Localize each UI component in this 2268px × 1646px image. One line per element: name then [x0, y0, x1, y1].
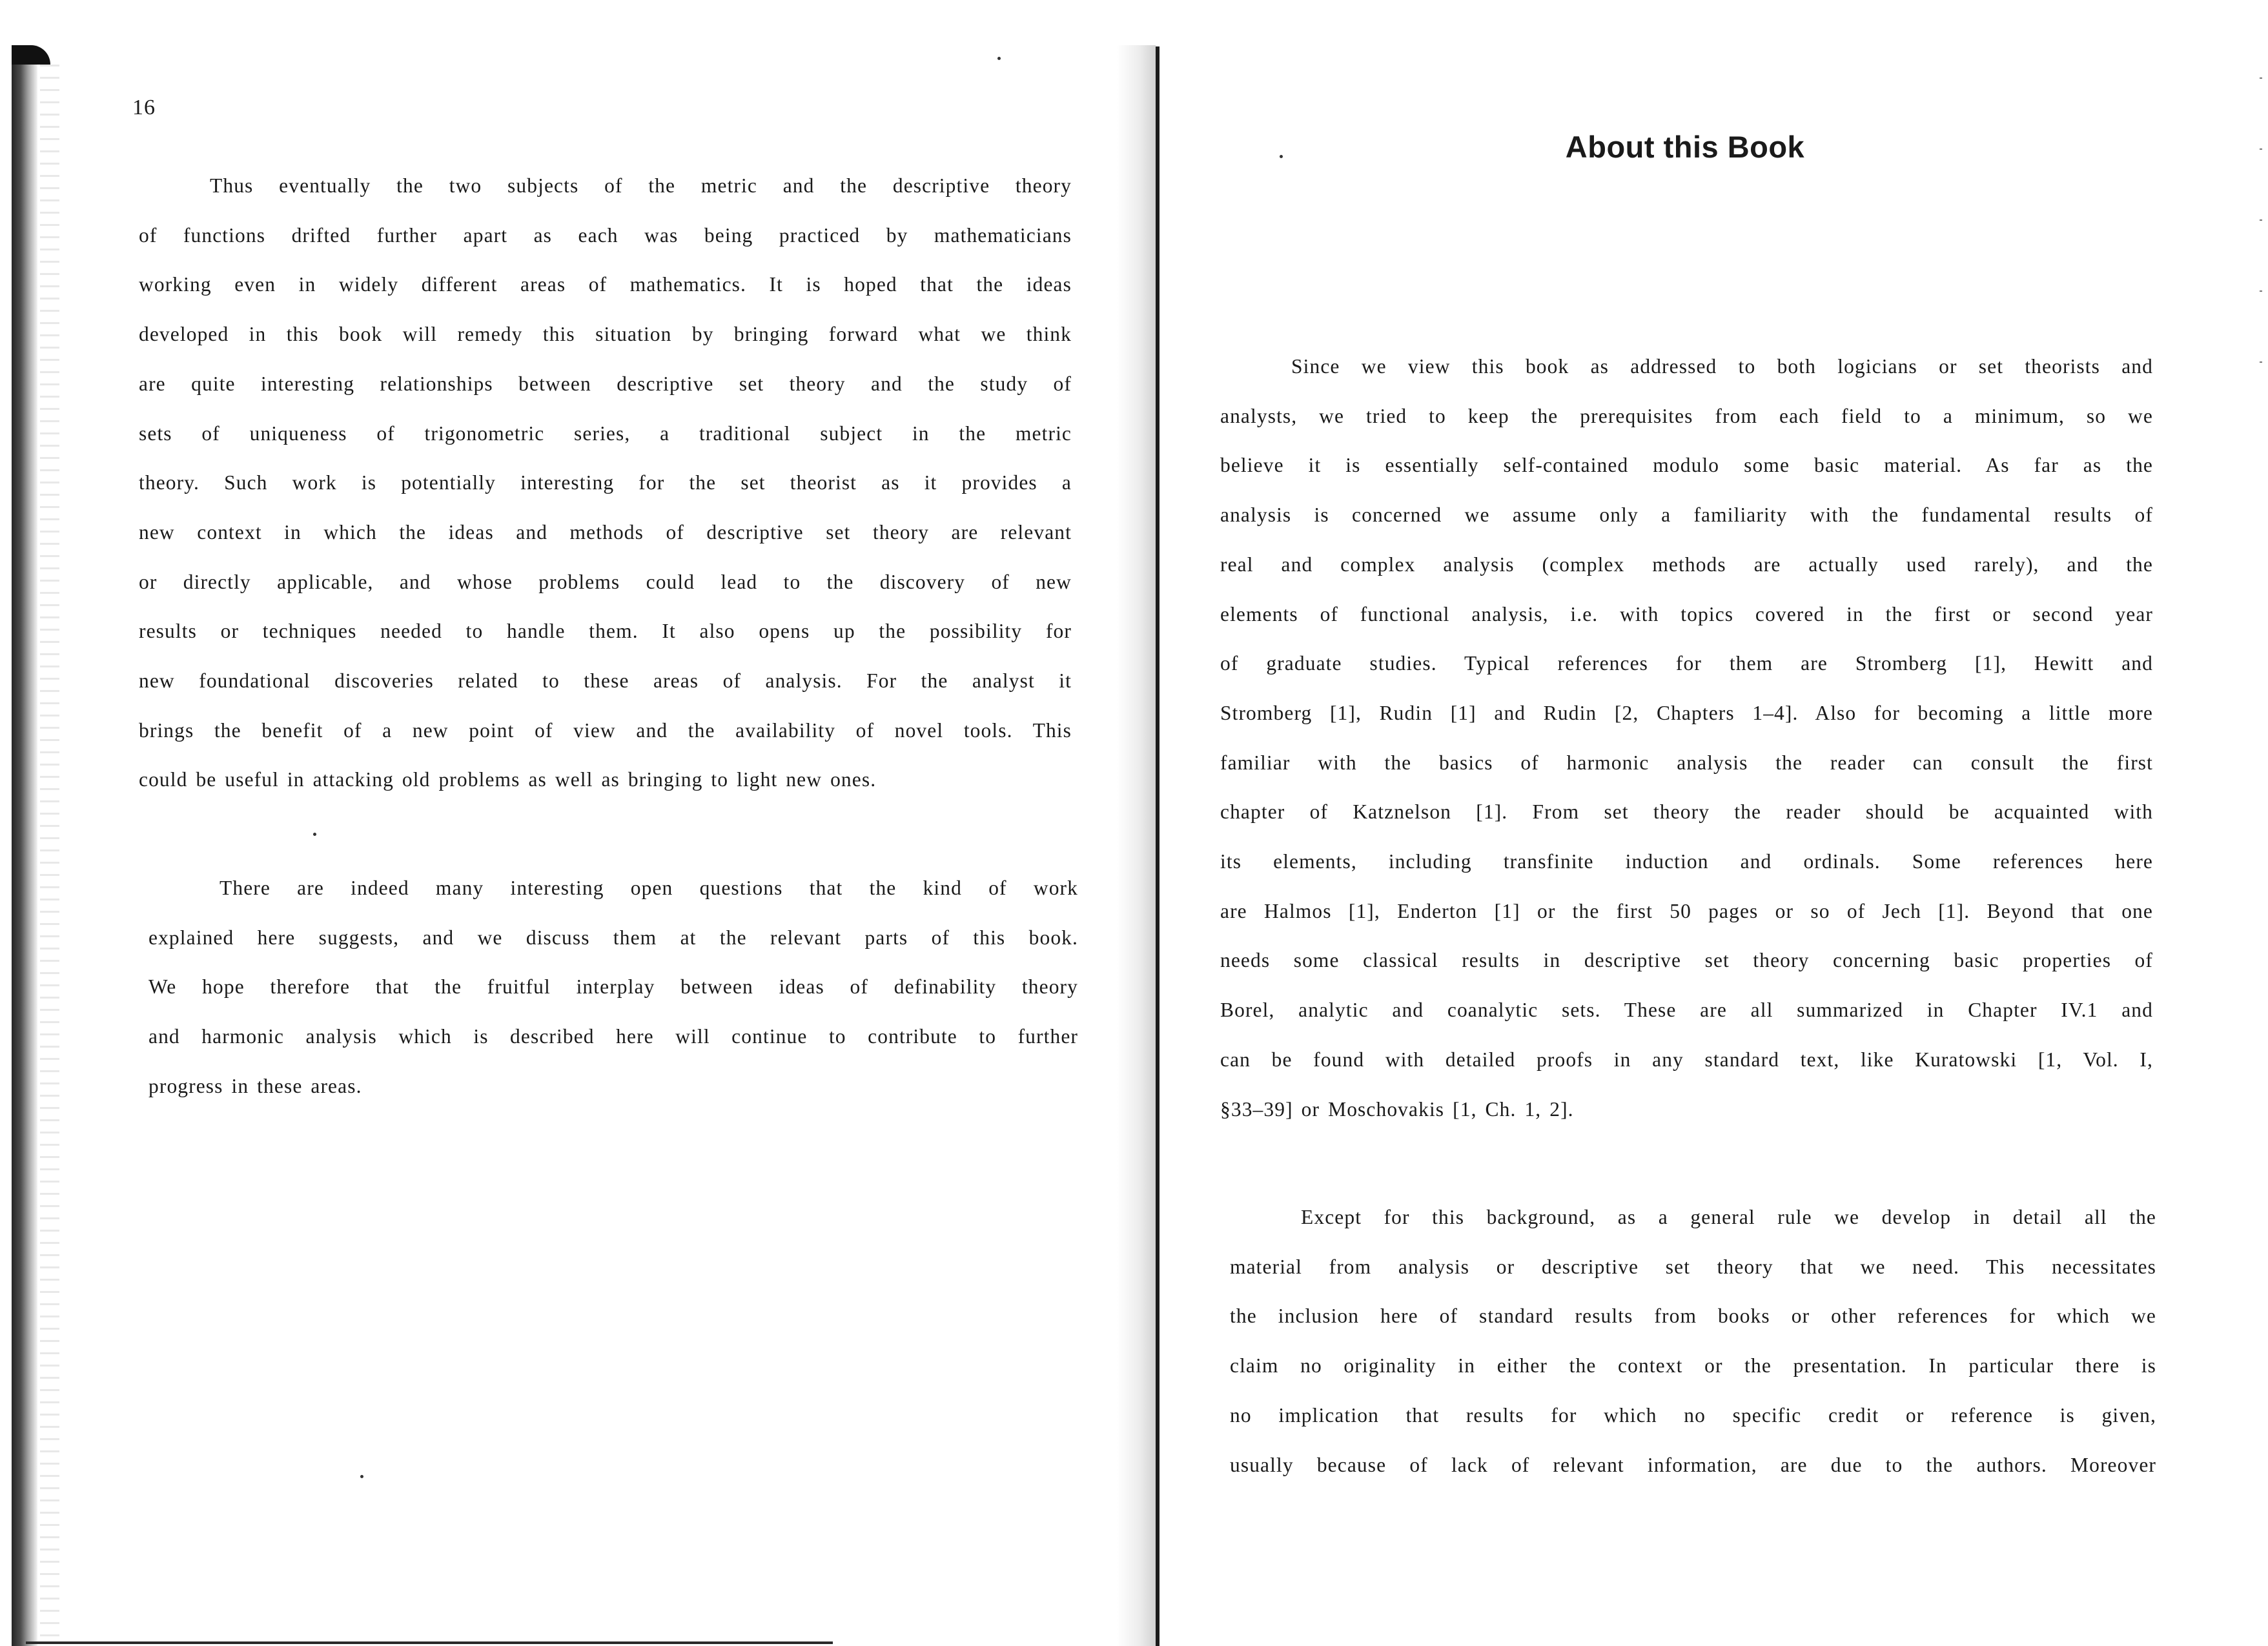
gutter-line: [1156, 46, 1160, 1646]
left-paragraph-2: [148, 864, 1078, 1112]
text-line: There are indeed many interesting open questions that the kind of work: [220, 877, 1078, 899]
text-line: usually because of lack of relevant information, are due to the authors. Moreover: [1230, 1453, 2156, 1476]
text-line: Since we view this book as addressed to both logicians or set theorists and: [1291, 355, 2153, 378]
text-line: We hope therefore that the fruitful interplay between ideas of definability theory: [148, 975, 1078, 999]
text-line: brings the benefit of a new point of view and the availability of novel tools. This: [139, 718, 1072, 742]
text-line: and harmonic analysis which is described here will continue to contribute to further: [148, 1025, 1078, 1048]
text-line: Thus eventually the two subjects of the metric and the descriptive theory: [210, 174, 1072, 197]
text-line: of graduate studies. Typical references for them are Stromberg [1], Hewitt and: [1220, 652, 2153, 675]
text-line: Except for this background, as a general rule we develop in detail all the: [1301, 1206, 2156, 1228]
text-line: could be useful in attacking old problems as well as bringing to light new ones.: [139, 768, 877, 791]
text-line: or directly applicable, and whose problems could lead to the discovery of new: [139, 570, 1072, 593]
bottom-scan-rule: [26, 1641, 833, 1644]
text-line: its elements, including transfinite induction and ordinals. Some references here: [1220, 850, 2153, 873]
text-line: claim no originality in either the context or the presentation. In particular there is: [1230, 1354, 2156, 1377]
text-line: §33–39] or Moschovakis [1, Ch. 1, 2].: [1220, 1097, 1574, 1121]
binding-shadow-left: [12, 45, 37, 1646]
text-line: analysis is concerned we assume only a familiarity with the fundamental results of: [1220, 503, 2153, 527]
text-line: developed in this book will remedy this situation by bringing forward what we think: [139, 323, 1072, 346]
text-line: working even in widely different areas of mathematics. It is hoped that the ideas: [139, 273, 1072, 296]
text-line: new context in which the ideas and methods of descriptive set theory are relevant: [139, 520, 1072, 544]
scan-speck: [997, 57, 1001, 60]
text-line: analysts, we tried to keep the prerequisites from each field to a minimum, so we: [1220, 404, 2153, 427]
text-line: familiar with the basics of harmonic analysis the reader can consult the first: [1220, 751, 2153, 774]
text-line: Stromberg [1], Rudin [1] and Rudin [2, Chapters 1–4]. Also for becoming a little more: [1220, 701, 2153, 724]
text-line: results or techniques needed to handle them. It also opens up the possibility for: [139, 620, 1072, 643]
binding-edge-cap: [12, 45, 50, 65]
text-line: are Halmos [1], Enderton [1] or the first 50 pages or so of Jech [1]. Beyond that one: [1220, 899, 2153, 922]
text-line: theory. Such work is potentially interesting for the set theorist as it provides a: [139, 471, 1072, 494]
page-number: 16: [132, 96, 156, 119]
scan-speckle-left: [40, 65, 59, 1640]
text-line: can be found with detailed proofs in any standard text, like Kuratowski [1, Vol. I,: [1220, 1048, 2153, 1071]
text-line: of functions drifted further apart as each was being practiced by mathematicians: [139, 223, 1072, 247]
text-line: believe it is essentially self-contained modulo some basic material. As far as the: [1220, 454, 2153, 477]
text-line: real and complex analysis (complex methods are actually used rarely), and the: [1220, 553, 2153, 576]
text-line: needs some classical results in descriptive set theory concerning basic properties of: [1220, 949, 2153, 972]
scan-speck: [313, 833, 316, 836]
text-line: Borel, analytic and coanalytic sets. These are all summarized in Chapter IV.1 and: [1220, 999, 2153, 1022]
text-line: elements of functional analysis, i.e. with topics covered in the first or second year: [1220, 602, 2153, 625]
text-line: no implication that results for which no specific credit or reference is given,: [1230, 1403, 2156, 1427]
page-title: About this Book: [1565, 130, 1805, 164]
scan-marks-right: [2260, 77, 2262, 374]
text-line: explained here suggests, and we discuss them at the relevant parts of this book.: [148, 926, 1078, 949]
text-line: chapter of Katznelson [1]. From set theory the reader should be acquainted with: [1220, 800, 2153, 824]
text-line: the inclusion here of standard results from books or other references for which we: [1230, 1305, 2156, 1328]
scan-speck: [360, 1475, 363, 1478]
text-line: progress in these areas.: [148, 1074, 362, 1097]
left-paragraph-1: [139, 161, 1072, 805]
right-paragraph-2: [1230, 1193, 2156, 1490]
right-paragraph-1: [1220, 342, 2153, 1134]
text-line: material from analysis or descriptive set theory that we need. This necessitates: [1230, 1255, 2156, 1278]
text-line: are quite interesting relationships between descriptive set theory and the study of: [139, 372, 1072, 395]
gutter-shadow: [1117, 45, 1156, 1646]
text-line: sets of uniqueness of trigonometric series, a traditional subject in the metric: [139, 422, 1072, 445]
text-line: new foundational discoveries related to these areas of analysis. For the analyst it: [139, 669, 1072, 693]
